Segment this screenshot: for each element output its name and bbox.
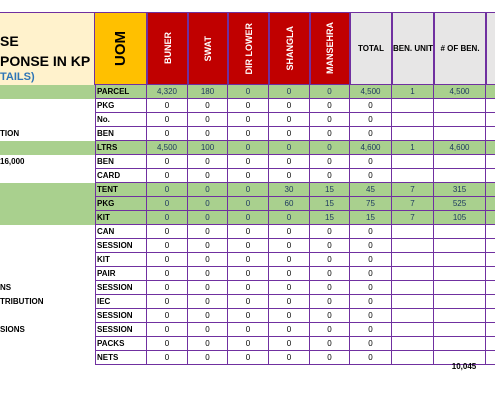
ben-unit-cell[interactable]: 1 xyxy=(392,141,434,155)
district-value-cell[interactable]: 0 xyxy=(269,113,310,127)
ben-unit-cell[interactable] xyxy=(392,267,434,281)
district-value-cell[interactable]: 0 xyxy=(228,239,269,253)
num-ben-cell[interactable] xyxy=(434,253,486,267)
uom-cell[interactable]: SESSION xyxy=(95,323,147,337)
table-row xyxy=(0,309,495,323)
num-ben-cell[interactable]: 105 xyxy=(434,211,486,225)
district-value-cell[interactable]: 0 xyxy=(310,141,350,155)
total-cell[interactable]: 0 xyxy=(350,323,392,337)
extra-cell[interactable] xyxy=(486,211,495,225)
district-value-cell[interactable]: 4,320 xyxy=(147,85,188,99)
extra-cell[interactable] xyxy=(486,239,495,253)
num-ben-cell[interactable]: 4,600 xyxy=(434,141,486,155)
district-label: DIR LOWER xyxy=(243,22,254,75)
district-value-cell[interactable]: 0 xyxy=(188,211,228,225)
ben-unit-cell[interactable]: 7 xyxy=(392,183,434,197)
table-row xyxy=(0,141,495,155)
district-value-cell[interactable]: 15 xyxy=(310,211,350,225)
total-cell[interactable]: 0 xyxy=(350,351,392,365)
num-ben-cell[interactable] xyxy=(434,113,486,127)
num-ben-cell[interactable]: 315 xyxy=(434,183,486,197)
table-row xyxy=(0,169,495,183)
district-value-cell[interactable]: 0 xyxy=(269,127,310,141)
district-value-cell[interactable]: 0 xyxy=(310,295,350,309)
district-value-cell[interactable]: 0 xyxy=(269,155,310,169)
table-row xyxy=(0,323,495,337)
district-value-cell[interactable]: 0 xyxy=(310,155,350,169)
table-row xyxy=(0,99,495,113)
district-value-cell[interactable]: 0 xyxy=(310,99,350,113)
district-value-cell[interactable]: 0 xyxy=(188,155,228,169)
ben-unit-cell[interactable] xyxy=(392,337,434,351)
district-value-cell[interactable]: 0 xyxy=(228,267,269,281)
total-cell[interactable]: 45 xyxy=(350,183,392,197)
district-label: BUNER xyxy=(162,32,173,65)
total-cell[interactable]: 0 xyxy=(350,99,392,113)
total-cell[interactable]: 4,600 xyxy=(350,141,392,155)
district-value-cell[interactable]: 0 xyxy=(269,281,310,295)
district-value-cell[interactable]: 0 xyxy=(310,85,350,99)
extra-cell[interactable] xyxy=(486,113,495,127)
uom-cell[interactable]: KIT xyxy=(95,211,147,225)
table-row xyxy=(0,155,495,169)
item-name-cell[interactable] xyxy=(0,113,95,127)
district-value-cell[interactable]: 0 xyxy=(310,267,350,281)
district-value-cell[interactable]: 0 xyxy=(147,183,188,197)
item-name-cell[interactable] xyxy=(0,99,95,113)
extra-cell[interactable] xyxy=(486,85,495,99)
uom-header-label: UOM xyxy=(112,31,129,66)
uom-cell[interactable]: PARCEL xyxy=(95,85,147,99)
uom-cell[interactable]: LTRS xyxy=(95,141,147,155)
uom-cell[interactable]: NETS xyxy=(95,351,147,365)
total-header[interactable] xyxy=(350,12,392,85)
item-name-cell[interactable] xyxy=(0,169,95,183)
uom-cell[interactable]: PKG xyxy=(95,197,147,211)
uom-header[interactable] xyxy=(94,12,147,85)
extra-cell[interactable] xyxy=(486,337,495,351)
district-value-cell[interactable]: 0 xyxy=(147,225,188,239)
extra-column-header[interactable] xyxy=(486,12,495,85)
uom-cell[interactable]: SESSION xyxy=(95,281,147,295)
item-name-cell[interactable]: SIONS xyxy=(0,325,25,334)
item-name-cell[interactable] xyxy=(0,239,95,253)
district-value-cell[interactable]: 0 xyxy=(188,99,228,113)
extra-cell[interactable] xyxy=(486,253,495,267)
district-value-cell[interactable]: 0 xyxy=(147,155,188,169)
item-name-cell[interactable] xyxy=(0,267,95,281)
district-value-cell[interactable]: 0 xyxy=(147,295,188,309)
uom-cell[interactable]: TENT xyxy=(95,183,147,197)
extra-cell[interactable] xyxy=(486,281,495,295)
ben-unit-cell[interactable] xyxy=(392,253,434,267)
district-value-cell[interactable]: 0 xyxy=(147,351,188,365)
total-cell[interactable]: 0 xyxy=(350,225,392,239)
extra-cell[interactable] xyxy=(486,183,495,197)
table-row xyxy=(0,113,495,127)
num-ben-cell[interactable] xyxy=(434,225,486,239)
num-ben-cell[interactable] xyxy=(434,337,486,351)
num-ben-cell[interactable] xyxy=(434,239,486,253)
district-label: MANSEHRA xyxy=(325,22,335,75)
district-value-cell[interactable]: 0 xyxy=(188,169,228,183)
district-value-cell[interactable]: 180 xyxy=(188,85,228,99)
district-value-cell[interactable]: 0 xyxy=(188,281,228,295)
uom-cell[interactable]: CARD xyxy=(95,169,147,183)
district-header-swat[interactable] xyxy=(188,12,228,85)
item-name-cell[interactable] xyxy=(0,225,95,239)
num-ben-cell[interactable] xyxy=(434,267,486,281)
district-value-cell[interactable]: 0 xyxy=(228,183,269,197)
district-header-dir-lower[interactable] xyxy=(228,12,269,85)
district-value-cell[interactable]: 0 xyxy=(188,113,228,127)
district-value-cell[interactable]: 0 xyxy=(188,295,228,309)
extra-cell[interactable] xyxy=(486,169,495,183)
district-value-cell[interactable]: 0 xyxy=(228,155,269,169)
grand-total: 10,045 xyxy=(451,362,477,371)
extra-cell[interactable] xyxy=(486,155,495,169)
ben-unit-cell[interactable] xyxy=(392,225,434,239)
ben-unit-cell[interactable] xyxy=(392,155,434,169)
ben-unit-cell[interactable]: 7 xyxy=(392,211,434,225)
table-row xyxy=(0,295,495,309)
uom-cell[interactable]: BEN xyxy=(95,127,147,141)
ben-unit-cell[interactable] xyxy=(392,113,434,127)
district-value-cell[interactable]: 0 xyxy=(147,127,188,141)
total-cell[interactable]: 0 xyxy=(350,337,392,351)
district-value-cell[interactable]: 0 xyxy=(310,323,350,337)
ben-unit-cell[interactable] xyxy=(392,239,434,253)
ben-unit-cell[interactable] xyxy=(392,323,434,337)
district-value-cell[interactable]: 0 xyxy=(310,253,350,267)
total-cell[interactable]: 0 xyxy=(350,169,392,183)
extra-cell[interactable] xyxy=(486,141,495,155)
district-value-cell[interactable]: 0 xyxy=(269,323,310,337)
district-value-cell[interactable]: 0 xyxy=(310,281,350,295)
uom-cell[interactable]: SESSION xyxy=(95,239,147,253)
district-value-cell[interactable]: 0 xyxy=(269,85,310,99)
item-name-cell[interactable] xyxy=(0,253,95,267)
district-value-cell[interactable]: 0 xyxy=(188,197,228,211)
district-value-cell[interactable]: 0 xyxy=(269,211,310,225)
total-cell[interactable]: 0 xyxy=(350,281,392,295)
table-row xyxy=(0,267,495,281)
table-row xyxy=(0,183,495,197)
total-cell[interactable]: 15 xyxy=(350,211,392,225)
num-ben-header[interactable] xyxy=(434,12,486,85)
item-name-cell[interactable] xyxy=(0,85,95,99)
num-ben-cell[interactable] xyxy=(434,309,486,323)
total-cell[interactable]: 0 xyxy=(350,113,392,127)
district-value-cell[interactable]: 0 xyxy=(310,169,350,183)
table-row xyxy=(0,253,495,267)
extra-cell[interactable] xyxy=(486,351,495,365)
title-line-2: PONSE IN KP xyxy=(0,53,91,69)
district-value-cell[interactable]: 0 xyxy=(188,225,228,239)
table-row xyxy=(0,281,495,295)
extra-cell[interactable] xyxy=(486,99,495,113)
table-row xyxy=(0,197,495,211)
uom-cell[interactable]: PAIR xyxy=(95,267,147,281)
district-value-cell[interactable]: 0 xyxy=(228,253,269,267)
item-name-cell[interactable] xyxy=(0,183,95,197)
table-row xyxy=(0,127,495,141)
item-name-cell[interactable] xyxy=(0,351,95,365)
total-cell[interactable]: 0 xyxy=(350,267,392,281)
district-value-cell[interactable]: 0 xyxy=(269,351,310,365)
total-cell[interactable]: 75 xyxy=(350,197,392,211)
total-cell[interactable]: 0 xyxy=(350,253,392,267)
num-ben-cell[interactable] xyxy=(434,323,486,337)
district-value-cell[interactable]: 0 xyxy=(188,183,228,197)
extra-cell[interactable] xyxy=(486,197,495,211)
district-value-cell[interactable]: 0 xyxy=(147,211,188,225)
district-value-cell[interactable]: 0 xyxy=(228,113,269,127)
district-header-mansehra[interactable] xyxy=(310,12,350,85)
district-value-cell[interactable]: 0 xyxy=(310,337,350,351)
extra-cell[interactable] xyxy=(486,309,495,323)
district-value-cell[interactable]: 0 xyxy=(147,309,188,323)
uom-cell[interactable]: IEC xyxy=(95,295,147,309)
district-value-cell[interactable]: 0 xyxy=(228,225,269,239)
num-ben-cell[interactable]: 525 xyxy=(434,197,486,211)
extra-cell[interactable] xyxy=(486,295,495,309)
report-title xyxy=(0,12,94,86)
total-cell[interactable]: 0 xyxy=(350,239,392,253)
district-value-cell[interactable]: 0 xyxy=(188,267,228,281)
district-value-cell[interactable]: 0 xyxy=(269,99,310,113)
district-value-cell[interactable]: 0 xyxy=(310,225,350,239)
ben-unit-cell[interactable] xyxy=(392,169,434,183)
district-value-cell[interactable]: 0 xyxy=(228,99,269,113)
district-value-cell[interactable]: 4,500 xyxy=(147,141,188,155)
district-value-cell[interactable]: 0 xyxy=(188,351,228,365)
district-value-cell[interactable]: 0 xyxy=(310,113,350,127)
district-value-cell[interactable]: 0 xyxy=(228,309,269,323)
uom-cell[interactable]: PACKS xyxy=(95,337,147,351)
title-line-1: SE xyxy=(0,33,19,49)
district-value-cell[interactable]: 0 xyxy=(269,337,310,351)
district-value-cell[interactable]: 0 xyxy=(147,99,188,113)
title-line-3: TAILS) xyxy=(0,71,35,83)
uom-cell[interactable]: BEN xyxy=(95,155,147,169)
uom-cell[interactable]: SESSION xyxy=(95,309,147,323)
uom-cell[interactable]: CAN xyxy=(95,225,147,239)
district-value-cell[interactable]: 0 xyxy=(310,127,350,141)
district-value-cell[interactable]: 0 xyxy=(228,169,269,183)
ben-unit-cell[interactable]: 1 xyxy=(392,85,434,99)
table-row xyxy=(0,211,495,225)
district-value-cell[interactable]: 0 xyxy=(147,323,188,337)
district-value-cell[interactable]: 0 xyxy=(269,253,310,267)
item-name-cell[interactable]: NS xyxy=(0,283,12,292)
district-value-cell[interactable]: 0 xyxy=(147,253,188,267)
district-value-cell[interactable]: 0 xyxy=(269,141,310,155)
ben-unit-cell[interactable] xyxy=(392,127,434,141)
district-value-cell[interactable]: 0 xyxy=(228,281,269,295)
district-value-cell[interactable]: 0 xyxy=(228,351,269,365)
district-value-cell[interactable]: 0 xyxy=(188,337,228,351)
item-name-cell[interactable]: TION xyxy=(0,129,20,138)
ben-unit-cell[interactable] xyxy=(392,295,434,309)
ben-unit-cell[interactable] xyxy=(392,351,434,365)
item-name-cell[interactable] xyxy=(0,309,95,323)
district-value-cell[interactable]: 0 xyxy=(188,309,228,323)
district-value-cell[interactable]: 0 xyxy=(310,351,350,365)
district-value-cell[interactable]: 0 xyxy=(147,113,188,127)
ben-unit-header[interactable] xyxy=(392,12,434,85)
table-row xyxy=(0,337,495,351)
district-value-cell[interactable]: 0 xyxy=(269,239,310,253)
num-ben-cell[interactable] xyxy=(434,281,486,295)
num-ben-cell[interactable] xyxy=(434,169,486,183)
table-row xyxy=(0,85,495,99)
item-name-cell[interactable] xyxy=(0,141,95,155)
district-value-cell[interactable]: 0 xyxy=(147,197,188,211)
item-name-cell[interactable] xyxy=(0,337,95,351)
district-value-cell[interactable]: 0 xyxy=(269,169,310,183)
district-value-cell[interactable]: 0 xyxy=(269,309,310,323)
num-ben-cell[interactable]: 4,500 xyxy=(434,85,486,99)
district-value-cell[interactable]: 0 xyxy=(228,141,269,155)
item-name-cell[interactable]: 16,000 xyxy=(0,157,25,166)
district-value-cell[interactable]: 0 xyxy=(188,323,228,337)
uom-cell[interactable]: No. xyxy=(95,113,147,127)
num-ben-cell[interactable] xyxy=(434,127,486,141)
district-value-cell[interactable]: 0 xyxy=(147,169,188,183)
extra-cell[interactable] xyxy=(486,267,495,281)
district-header-buner[interactable] xyxy=(147,12,188,85)
district-value-cell[interactable]: 0 xyxy=(147,267,188,281)
district-value-cell[interactable]: 0 xyxy=(228,85,269,99)
total-cell[interactable]: 0 xyxy=(350,127,392,141)
num-ben-header-label: # OF BEN. xyxy=(440,43,480,53)
district-value-cell[interactable]: 0 xyxy=(147,281,188,295)
district-value-cell[interactable]: 0 xyxy=(188,127,228,141)
ben-unit-header-label: BEN. UNIT xyxy=(393,43,433,53)
district-value-cell[interactable]: 0 xyxy=(228,337,269,351)
num-ben-cell[interactable] xyxy=(434,155,486,169)
district-value-cell[interactable]: 0 xyxy=(188,253,228,267)
district-value-cell[interactable]: 0 xyxy=(228,295,269,309)
ben-unit-cell[interactable] xyxy=(392,309,434,323)
district-value-cell[interactable]: 60 xyxy=(269,197,310,211)
district-value-cell[interactable]: 30 xyxy=(269,183,310,197)
total-cell[interactable]: 0 xyxy=(350,155,392,169)
district-value-cell[interactable]: 0 xyxy=(269,267,310,281)
district-value-cell[interactable]: 0 xyxy=(228,323,269,337)
table-row xyxy=(0,239,495,253)
total-cell[interactable]: 0 xyxy=(350,309,392,323)
num-ben-cell[interactable] xyxy=(434,295,486,309)
ben-unit-cell[interactable] xyxy=(392,99,434,113)
total-header-label: TOTAL xyxy=(358,43,384,53)
district-value-cell[interactable]: 0 xyxy=(147,239,188,253)
district-value-cell[interactable]: 0 xyxy=(310,309,350,323)
uom-cell[interactable]: KIT xyxy=(95,253,147,267)
district-value-cell[interactable]: 0 xyxy=(269,225,310,239)
extra-cell[interactable] xyxy=(486,127,495,141)
district-value-cell[interactable]: 0 xyxy=(228,197,269,211)
num-ben-cell[interactable] xyxy=(434,99,486,113)
item-name-cell[interactable] xyxy=(0,211,95,225)
district-header-shangla[interactable] xyxy=(269,12,310,85)
district-value-cell[interactable]: 0 xyxy=(228,211,269,225)
item-name-cell[interactable] xyxy=(0,197,95,211)
district-label: SWAT xyxy=(203,35,213,62)
ben-unit-cell[interactable] xyxy=(392,281,434,295)
district-value-cell[interactable]: 0 xyxy=(147,337,188,351)
extra-cell[interactable] xyxy=(486,225,495,239)
ben-unit-cell[interactable]: 7 xyxy=(392,197,434,211)
total-cell[interactable]: 4,500 xyxy=(350,85,392,99)
district-label: SHANGLA xyxy=(284,26,295,71)
total-cell[interactable]: 0 xyxy=(350,295,392,309)
district-value-cell[interactable]: 15 xyxy=(310,183,350,197)
uom-cell[interactable]: PKG xyxy=(95,99,147,113)
district-value-cell[interactable]: 100 xyxy=(188,141,228,155)
district-value-cell[interactable]: 0 xyxy=(310,239,350,253)
district-value-cell[interactable]: 0 xyxy=(188,239,228,253)
table-row xyxy=(0,351,495,365)
table-row xyxy=(0,225,495,239)
district-value-cell[interactable]: 0 xyxy=(228,127,269,141)
item-name-cell[interactable]: TRIBUTION xyxy=(0,297,44,306)
district-value-cell[interactable]: 15 xyxy=(310,197,350,211)
extra-cell[interactable] xyxy=(486,323,495,337)
district-value-cell[interactable]: 0 xyxy=(269,295,310,309)
